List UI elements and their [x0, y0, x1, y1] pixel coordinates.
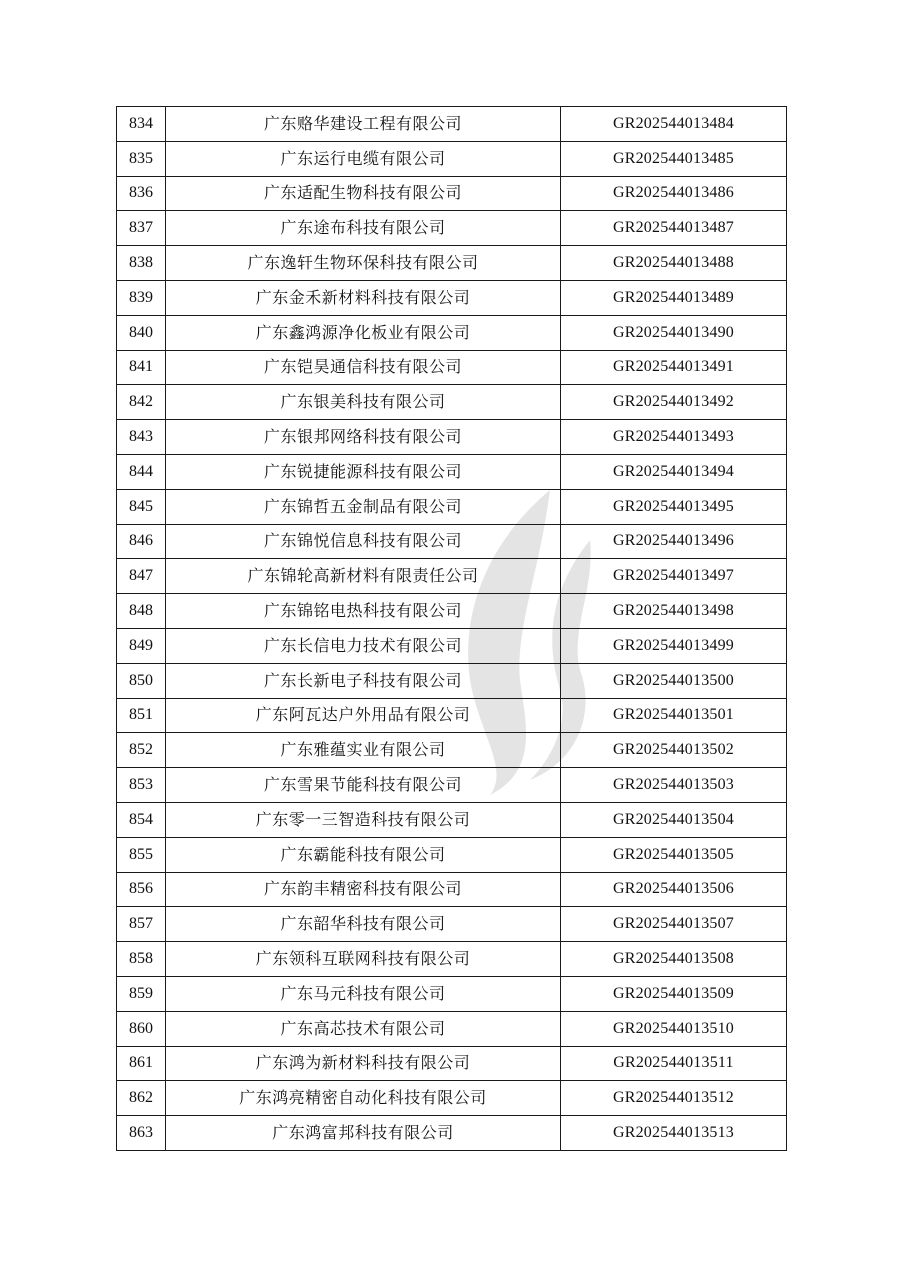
table-row — [117, 698, 787, 733]
certificate-number: GR202544013505 — [561, 837, 787, 872]
table-row — [117, 211, 787, 246]
certificate-number: GR202544013511 — [561, 1046, 787, 1081]
company-name: 广东银邦网络科技有限公司 — [166, 420, 561, 455]
certificate-number: GR202544013492 — [561, 385, 787, 420]
row-number: 861 — [117, 1046, 166, 1081]
company-name: 广东长信电力技术有限公司 — [166, 628, 561, 663]
row-number: 846 — [117, 524, 166, 559]
company-name: 广东锦哲五金制品有限公司 — [166, 489, 561, 524]
certificate-number: GR202544013508 — [561, 942, 787, 977]
certificate-number: GR202544013493 — [561, 420, 787, 455]
row-number: 862 — [117, 1081, 166, 1116]
table-row — [117, 1046, 787, 1081]
certificate-number: GR202544013507 — [561, 907, 787, 942]
table-row — [117, 315, 787, 350]
certificate-number: GR202544013495 — [561, 489, 787, 524]
company-name: 广东鸿为新材料科技有限公司 — [166, 1046, 561, 1081]
table-row — [117, 663, 787, 698]
table-row — [117, 872, 787, 907]
row-number: 848 — [117, 594, 166, 629]
table-row — [117, 942, 787, 977]
row-number: 847 — [117, 559, 166, 594]
certificate-number: GR202544013512 — [561, 1081, 787, 1116]
table-row — [117, 559, 787, 594]
company-name: 广东马元科技有限公司 — [166, 976, 561, 1011]
table-row — [117, 524, 787, 559]
row-number: 841 — [117, 350, 166, 385]
company-name: 广东银美科技有限公司 — [166, 385, 561, 420]
certificate-number: GR202544013506 — [561, 872, 787, 907]
certificate-number: GR202544013509 — [561, 976, 787, 1011]
certificate-number: GR202544013490 — [561, 315, 787, 350]
certificate-table — [116, 106, 787, 1151]
company-name: 广东鸿富邦科技有限公司 — [166, 1116, 561, 1151]
certificate-number: GR202544013484 — [561, 107, 787, 142]
table-row — [117, 454, 787, 489]
row-number: 838 — [117, 246, 166, 281]
row-number: 855 — [117, 837, 166, 872]
table-row — [117, 246, 787, 281]
table-row — [117, 107, 787, 142]
company-name: 广东逸轩生物环保科技有限公司 — [166, 246, 561, 281]
certificate-number: GR202544013499 — [561, 628, 787, 663]
certificate-number: GR202544013504 — [561, 802, 787, 837]
company-name: 广东韵丰精密科技有限公司 — [166, 872, 561, 907]
row-number: 845 — [117, 489, 166, 524]
company-name: 广东锦轮高新材料有限责任公司 — [166, 559, 561, 594]
company-name: 广东霸能科技有限公司 — [166, 837, 561, 872]
certificate-number: GR202544013485 — [561, 141, 787, 176]
table-row — [117, 141, 787, 176]
row-number: 851 — [117, 698, 166, 733]
table-row — [117, 768, 787, 803]
company-name: 广东领科互联网科技有限公司 — [166, 942, 561, 977]
row-number: 836 — [117, 176, 166, 211]
table-row — [117, 350, 787, 385]
row-number: 843 — [117, 420, 166, 455]
table-row — [117, 385, 787, 420]
company-name: 广东阿瓦达户外用品有限公司 — [166, 698, 561, 733]
company-name: 广东锦悦信息科技有限公司 — [166, 524, 561, 559]
row-number: 842 — [117, 385, 166, 420]
row-number: 849 — [117, 628, 166, 663]
certificate-number: GR202544013510 — [561, 1011, 787, 1046]
certificate-number: GR202544013486 — [561, 176, 787, 211]
company-name: 广东雪果节能科技有限公司 — [166, 768, 561, 803]
row-number: 835 — [117, 141, 166, 176]
table-row — [117, 733, 787, 768]
row-number: 840 — [117, 315, 166, 350]
table-row — [117, 1116, 787, 1151]
certificate-number: GR202544013497 — [561, 559, 787, 594]
table-row — [117, 420, 787, 455]
table-row — [117, 594, 787, 629]
company-name: 广东雅蕴实业有限公司 — [166, 733, 561, 768]
certificate-number: GR202544013496 — [561, 524, 787, 559]
table-row — [117, 802, 787, 837]
table-row — [117, 1011, 787, 1046]
row-number: 853 — [117, 768, 166, 803]
certificate-number: GR202544013494 — [561, 454, 787, 489]
certificate-number: GR202544013501 — [561, 698, 787, 733]
company-name: 广东适配生物科技有限公司 — [166, 176, 561, 211]
company-name: 广东零一三智造科技有限公司 — [166, 802, 561, 837]
certificate-number: GR202544013488 — [561, 246, 787, 281]
row-number: 839 — [117, 280, 166, 315]
company-name: 广东锦铭电热科技有限公司 — [166, 594, 561, 629]
company-name: 广东鑫鸿源净化板业有限公司 — [166, 315, 561, 350]
certificate-number: GR202544013498 — [561, 594, 787, 629]
certificate-table-body — [117, 107, 787, 1151]
table-row — [117, 176, 787, 211]
company-name: 广东高芯技术有限公司 — [166, 1011, 561, 1046]
table-row — [117, 837, 787, 872]
certificate-number: GR202544013491 — [561, 350, 787, 385]
certificate-number: GR202544013487 — [561, 211, 787, 246]
row-number: 852 — [117, 733, 166, 768]
row-number: 854 — [117, 802, 166, 837]
company-name: 广东运行电缆有限公司 — [166, 141, 561, 176]
row-number: 837 — [117, 211, 166, 246]
certificate-number: GR202544013502 — [561, 733, 787, 768]
company-name: 广东赂华建设工程有限公司 — [166, 107, 561, 142]
table-row — [117, 489, 787, 524]
certificate-number: GR202544013513 — [561, 1116, 787, 1151]
company-name: 广东鸿亮精密自动化科技有限公司 — [166, 1081, 561, 1116]
row-number: 863 — [117, 1116, 166, 1151]
certificate-number: GR202544013500 — [561, 663, 787, 698]
table-row — [117, 628, 787, 663]
row-number: 860 — [117, 1011, 166, 1046]
table-row — [117, 280, 787, 315]
table-row — [117, 1081, 787, 1116]
company-name: 广东长新电子科技有限公司 — [166, 663, 561, 698]
company-name: 广东金禾新材料科技有限公司 — [166, 280, 561, 315]
row-number: 857 — [117, 907, 166, 942]
row-number: 856 — [117, 872, 166, 907]
table-row — [117, 976, 787, 1011]
table-row — [117, 907, 787, 942]
row-number: 844 — [117, 454, 166, 489]
company-name: 广东途布科技有限公司 — [166, 211, 561, 246]
certificate-number: GR202544013503 — [561, 768, 787, 803]
company-name: 广东锐捷能源科技有限公司 — [166, 454, 561, 489]
company-name: 广东铠昊通信科技有限公司 — [166, 350, 561, 385]
company-name: 广东韶华科技有限公司 — [166, 907, 561, 942]
row-number: 834 — [117, 107, 166, 142]
row-number: 850 — [117, 663, 166, 698]
row-number: 858 — [117, 942, 166, 977]
certificate-number: GR202544013489 — [561, 280, 787, 315]
row-number: 859 — [117, 976, 166, 1011]
